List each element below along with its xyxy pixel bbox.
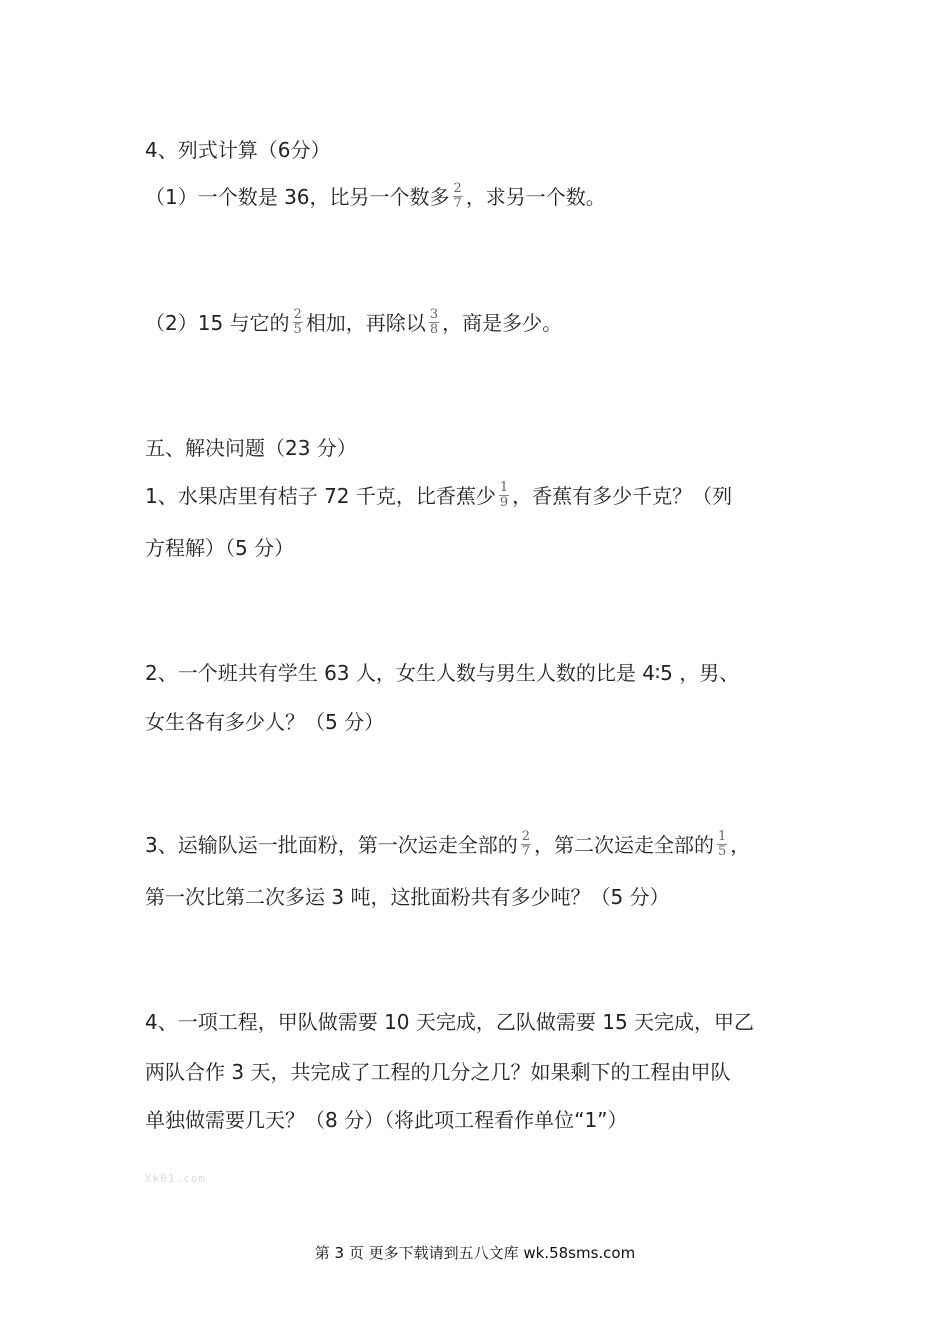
page-footer: 第 3 页 更多下载请到五八文库 wk.58sms.com	[314, 1244, 636, 1262]
fraction-numerator: 3	[429, 307, 439, 322]
fraction-denominator: 7	[453, 196, 462, 211]
problem-5-4-line-2: 两队合作 3 天，共完成了工程的几分之几？如果剩下的工程由甲队	[145, 1060, 731, 1084]
problem-5-3-line-2: 第一次比第二次多运 3 吨，这批面粉共有多少吨？（5 分）	[145, 885, 670, 909]
fraction	[499, 481, 509, 510]
fraction-numerator: 2	[521, 829, 531, 844]
fraction-numerator: 1	[718, 829, 727, 844]
question-4-1-text-a: （1）一个数是 36，比另一个数多	[145, 185, 450, 209]
section-5-title: 五、解决问题（23 分）	[145, 436, 357, 460]
section-4-title: 4、列式计算（6分）	[145, 138, 331, 162]
problem-5-2-line-1: 2、一个班共有学生 63 人，女生人数与男生人数的比是 4∶5 ，男、	[145, 661, 740, 685]
fraction-denominator: 7	[521, 844, 531, 859]
problem-5-2-line-2: 女生各有多少人？（5 分）	[145, 710, 385, 734]
problem-5-3-text-a: 3、运输队运一批面粉，第一次运走全部的	[145, 833, 518, 857]
question-4-2	[145, 309, 562, 339]
question-4-1-text-b: ，求另一个数。	[465, 185, 606, 209]
fraction-numerator: 2	[453, 181, 462, 196]
fraction-numerator: 1	[499, 480, 509, 495]
fraction	[717, 830, 727, 859]
watermark: XkB1.com	[145, 1172, 206, 1185]
problem-5-1-line-2: 方程解）（5 分）	[145, 536, 295, 560]
problem-5-3-line-1	[145, 831, 750, 861]
problem-5-1-text-a: 1、水果店里有桔子 72 千克，比香蕉少	[145, 484, 496, 508]
problem-5-4-line-1: 4、一项工程，甲队做需要 10 天完成，乙队做需要 15 天完成，甲乙	[145, 1010, 755, 1034]
fraction	[293, 308, 303, 337]
fraction	[521, 830, 531, 859]
problem-5-3-text-c: ，	[730, 833, 751, 857]
problem-5-1-line-1	[145, 482, 732, 512]
problem-5-4-line-3: 单独做需要几天？（8 分）（将此项工程看作单位“1”）	[145, 1108, 628, 1132]
fraction-denominator: 9	[499, 495, 509, 510]
fraction-denominator: 5	[293, 322, 302, 337]
fraction-denominator: 8	[429, 322, 439, 337]
fraction	[453, 182, 463, 211]
question-4-2-text-b: 相加，再除以	[305, 311, 426, 335]
fraction-denominator: 5	[718, 844, 727, 859]
question-4-2-text-a: （2）15 与它的	[145, 311, 290, 335]
fraction-numerator: 2	[293, 307, 302, 322]
fraction	[429, 308, 439, 337]
problem-5-1-text-b: ，香蕉有多少千克？（列	[512, 484, 733, 508]
question-4-1	[145, 183, 606, 213]
question-4-2-text-c: ，商是多少。	[442, 311, 563, 335]
problem-5-3-text-b: ，第二次运走全部的	[534, 833, 715, 857]
